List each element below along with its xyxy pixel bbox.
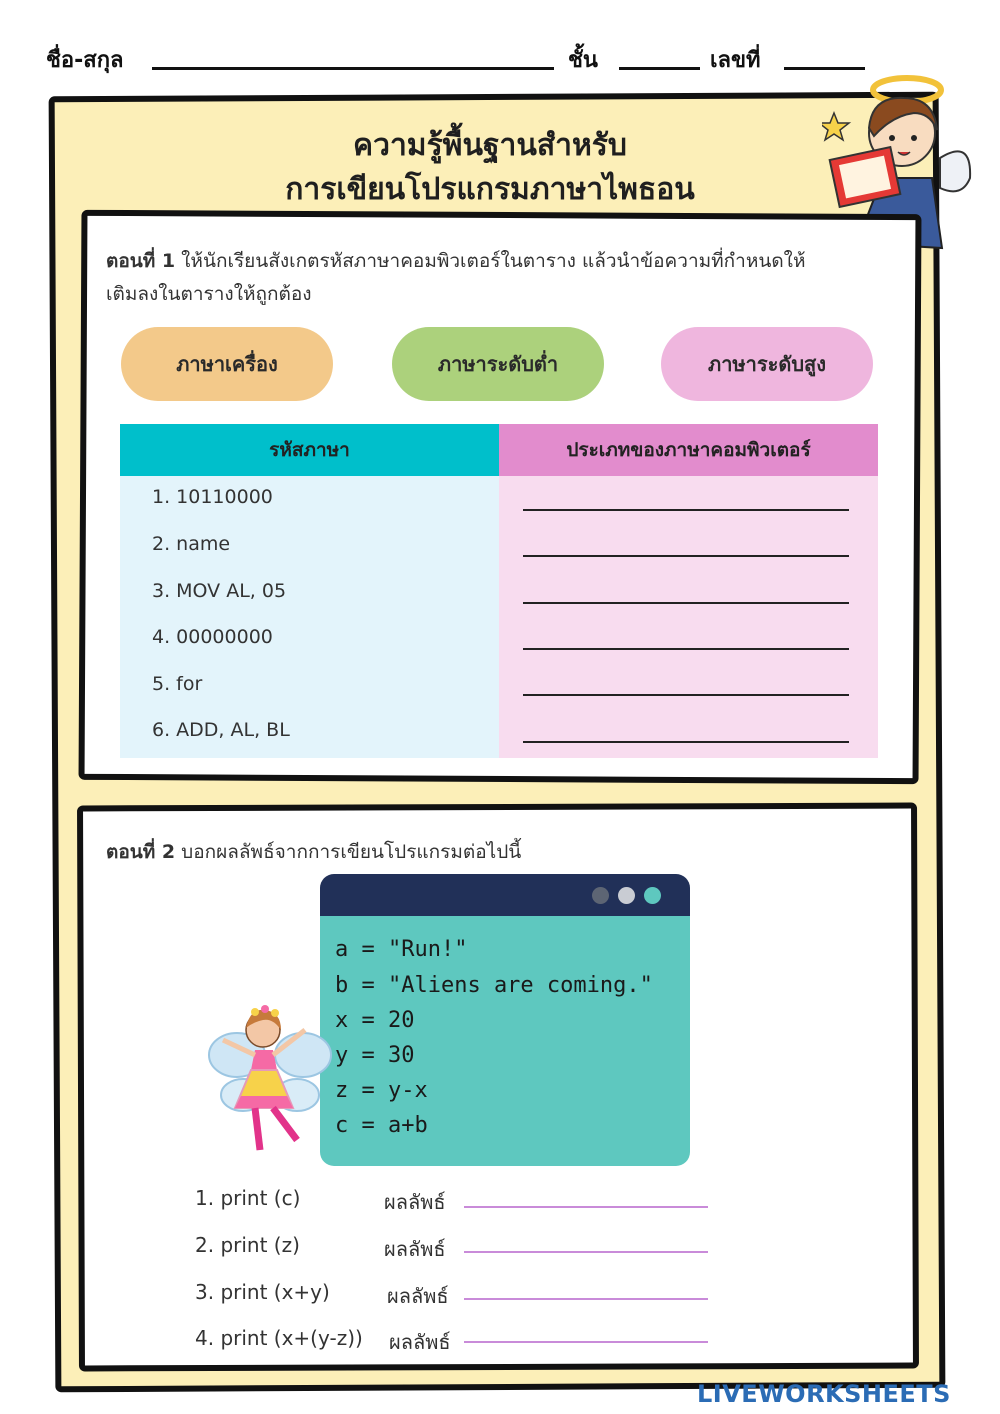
option-high-level-language[interactable]: ภาษาระดับสูง [661, 327, 873, 401]
table-row: 1. 10110000 [152, 486, 273, 508]
question-4-text: 4. print (x+(y-z)) [195, 1326, 363, 1350]
answer-blank-5[interactable] [523, 694, 849, 696]
code-line: a = "Run!" [335, 937, 468, 962]
question-4-answer-line[interactable] [464, 1341, 708, 1343]
class-blank-line[interactable] [619, 67, 700, 70]
answer-blank-3[interactable] [523, 602, 849, 604]
name-blank-line[interactable] [152, 67, 554, 70]
code-line: x = 20 [335, 1008, 415, 1033]
answer-blank-2[interactable] [523, 555, 849, 557]
title-line2: การเขียนโปรแกรมภาษาไพธอน [285, 172, 695, 207]
question-3-answer-line[interactable] [464, 1298, 708, 1300]
table-code-column [120, 476, 499, 758]
answer-blank-1[interactable] [523, 509, 849, 511]
code-line: b = "Aliens are coming." [335, 973, 653, 998]
part1-label: ตอนที่ 1 [106, 250, 176, 272]
table-header-code: รหัสภาษา [120, 424, 499, 476]
table-row: 5. for [152, 673, 203, 695]
question-3-text: 3. print (x+y) [195, 1280, 330, 1304]
question-1-result-label: ผลลัพธ์ [384, 1190, 446, 1214]
name-label: ชื่อ-สกุล [46, 48, 124, 73]
title-line1: ความรู้พื้นฐานสำหรับ [353, 128, 627, 163]
fairy-illustration [205, 1000, 335, 1170]
option-machine-language[interactable]: ภาษาเครื่อง [121, 327, 333, 401]
question-1-text: 1. print (c) [195, 1186, 301, 1210]
question-4-result-label: ผลลัพธ์ [389, 1330, 451, 1354]
code-line: c = a+b [335, 1113, 428, 1138]
part2-instruction-text: บอกผลลัพธ์จากการเขียนโปรแกรมต่อไปนี้ [181, 841, 522, 863]
part2-label: ตอนที่ 2 [106, 841, 176, 863]
answer-blank-6[interactable] [523, 741, 849, 743]
answer-blank-4[interactable] [523, 648, 849, 650]
question-3-result-label: ผลลัพธ์ [387, 1284, 449, 1308]
table-header-type: ประเภทของภาษาคอมพิวเตอร์ [499, 424, 878, 476]
question-2-result-label: ผลลัพธ์ [384, 1237, 446, 1261]
part1-instruction-line1 [106, 244, 805, 278]
question-2-text: 2. print (z) [195, 1233, 300, 1257]
table-row: 2. name [152, 533, 231, 555]
liveworksheets-logo: LIVEWORKSHEETS [697, 1380, 951, 1408]
number-label: เลขที่ [710, 48, 761, 73]
table-row: 3. MOV AL, 05 [152, 580, 287, 602]
code-line: z = y-x [335, 1078, 428, 1103]
table-row: 4. 00000000 [152, 626, 273, 648]
window-dot-icon [644, 887, 661, 904]
class-label: ชั้น [568, 48, 598, 73]
code-line: y = 30 [335, 1043, 415, 1068]
table-type-column [499, 476, 878, 758]
question-1-answer-line[interactable] [464, 1206, 708, 1208]
window-dot-icon [592, 887, 609, 904]
window-dot-icon [618, 887, 635, 904]
question-2-answer-line[interactable] [464, 1251, 708, 1253]
part2-instruction [106, 835, 521, 869]
option-low-level-language[interactable]: ภาษาระดับต่ำ [392, 327, 604, 401]
table-row: 6. ADD, AL, BL [152, 719, 290, 741]
part1-instruction-text: ให้นักเรียนสังเกตรหัสภาษาคอมพิวเตอร์ในตาราง แล้วนำข้อความที่กำหนดให้ [181, 250, 806, 272]
part1-instruction-line2: เติมลงในตารางให้ถูกต้อง [106, 283, 312, 305]
